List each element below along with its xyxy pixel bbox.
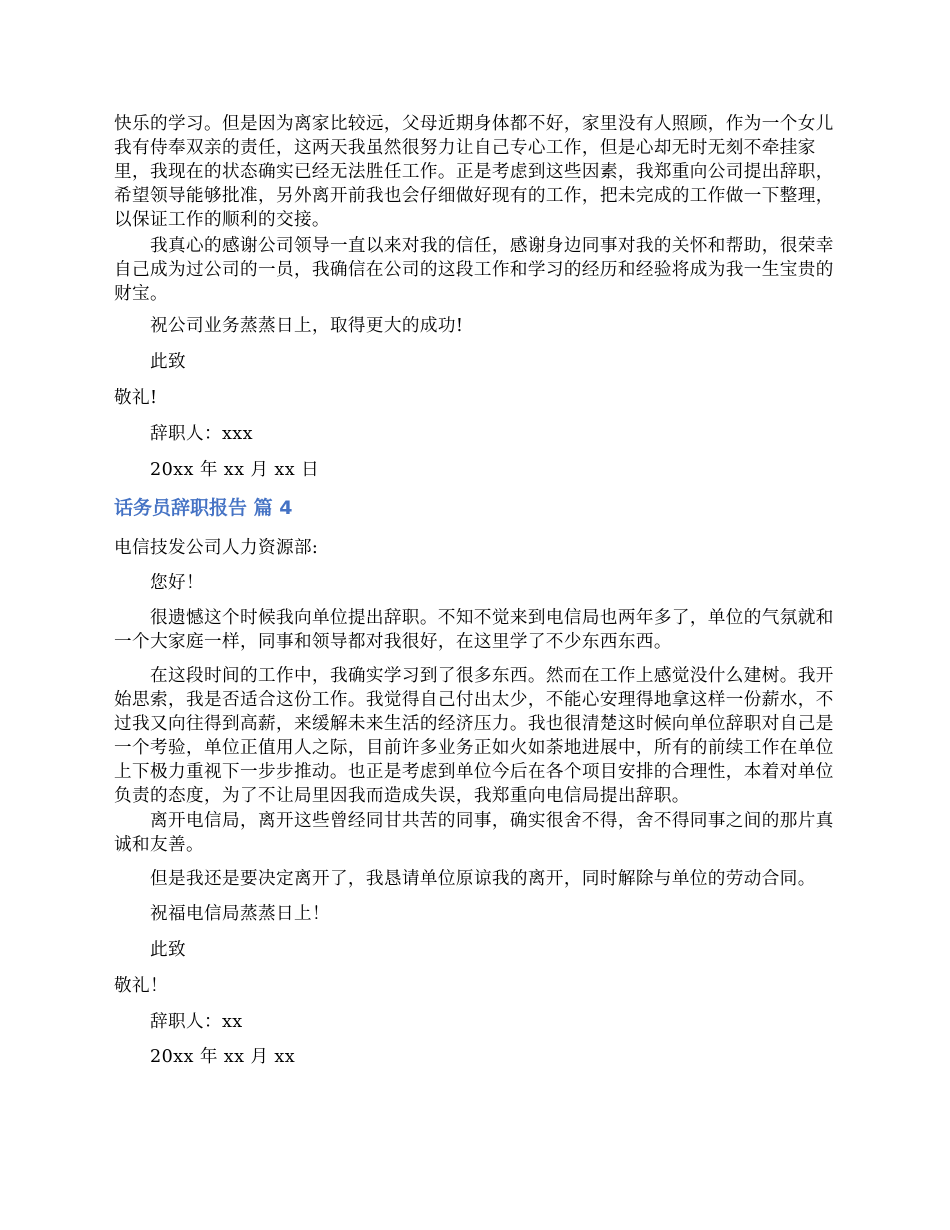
body-paragraph: 但是我还是要决定离开了，我恳请单位原谅我的离开，同时解除与单位的劳动合同。 — [150, 869, 816, 889]
closing-wish: 祝公司业务蒸蒸日上，取得更大的成功! — [150, 316, 464, 336]
signature-line: 辞职人：xxx — [150, 424, 253, 444]
closing-wish: 祝福电信局蒸蒸日上！ — [150, 904, 330, 924]
greeting: 您好！ — [150, 573, 204, 593]
date-line: 20xx 年 xx 月 xx — [150, 1047, 296, 1067]
signature-line: 辞职人：xx — [150, 1012, 243, 1032]
body-paragraph: 在这段时间的工作中，我确实学习到了很多东西。然而在工作上感觉没什么建树。我开始思索，我是否适合这份工作。我觉得自己付出太少，不能心安理得地拿这样一份薪水，不过我又向往得到高薪，来缓解未来生活的经济压力。我也很清楚这时候向单位辞职对自己是一个考验，单位正值用人之际，目前许多业务正如火如荼地进展中，所有的前续工作在单位上下极力重视下一步步推动。也正是考虑到单位今后在各个项目安排的合理性，本着对单位负责的态度，为了不让局里因我而造成失误，我郑重向电信局提出辞职。 — [114, 666, 834, 806]
body-paragraph: 很遗憾这个时候我向单位提出辞职。不知不觉来到电信局也两年多了，单位的气氛就和一个大家庭一样，同事和领导都对我很好，在这里学了不少东西东西。 — [114, 608, 834, 652]
date-line: 20xx 年 xx 月 xx 日 — [150, 460, 320, 480]
body-paragraph: 离开电信局，离开这些曾经同甘共苦的同事，确实很舍不得，舍不得同事之间的那片真诚和友善。 — [114, 811, 834, 855]
section-heading: 话务员辞职报告 篇 4 — [114, 497, 293, 519]
salutation: 电信技发公司人力资源部: — [114, 538, 319, 558]
closing-phrase: 此致 — [150, 352, 186, 372]
closing-salute: 敬礼！ — [114, 976, 168, 996]
closing-salute: 敬礼! — [114, 388, 158, 408]
body-paragraph: 我真心的感谢公司领导一直以来对我的信任，感谢身边同事对我的关怀和帮助，很荣幸自己成为过公司的一员，我确信在公司的这段工作和学习的经历和经验将成为我一生宝贵的财宝。 — [114, 236, 834, 304]
closing-phrase: 此致 — [150, 940, 186, 960]
body-paragraph: 快乐的学习。但是因为离家比较远，父母近期身体都不好，家里没有人照顾，作为一个女儿我有侍奉双亲的责任，这两天我虽然很努力让自己专心工作，但是心却无时无刻不牵挂家里，我现在的状态确实已经无法胜任工作。正是考虑到这些因素，我郑重向公司提出辞职，希望领导能够批准，另外离开前我也会仔细做好现有的工作，把未完成的工作做一下整理，以保证工作的顺利的交接。 — [114, 114, 834, 230]
